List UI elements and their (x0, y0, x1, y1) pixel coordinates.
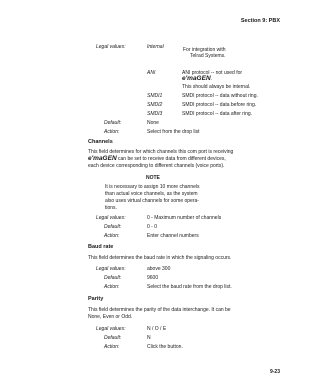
default-value-2: 0 - 0 (147, 224, 158, 230)
smdi1-desc: SMDI protocol -- data without ring. (182, 93, 258, 99)
action-value-2: Enter channel numbers (147, 233, 199, 239)
legal-values-value-4: N / O / E (147, 326, 167, 332)
ani-brand-line (182, 76, 212, 82)
channels-para-line1: This field determines for which channels this com port is receiving (88, 149, 234, 155)
default-label-4: Default: (104, 335, 122, 341)
action-label-3: Action: (104, 284, 120, 290)
channels-para-line3: each device corresponding to different channels (voice ports). (88, 163, 225, 169)
ani-desc-2: This should always be internal. (182, 84, 251, 90)
internal-desc-1: For integration with (183, 47, 226, 53)
page-number: 9-23 (269, 369, 280, 375)
default-value-1: None (147, 120, 159, 126)
smdi2-key: SMDI2 (147, 102, 163, 108)
parity-para-line2: None, Even or Odd. (88, 314, 133, 320)
legal-values-label-3: Legal values: (96, 266, 126, 272)
default-label-2: Default: (104, 224, 122, 230)
action-value-4: Click the button. (147, 344, 183, 350)
smdi3-desc: SMDI protocol -- data after ring. (182, 111, 253, 117)
default-value-4: N (147, 335, 151, 341)
note-line4: tions. (105, 205, 117, 211)
note-line2: than actual voice channels, as the system (105, 191, 198, 197)
ani-desc-1: ANI protocol -- not used for (182, 70, 243, 76)
smdi2-desc: SMDI protocol -- data before ring. (182, 102, 257, 108)
note-title: NOTE (146, 175, 160, 181)
smdi1-key: SMDI1 (147, 93, 163, 99)
default-value-3: 9600 (147, 275, 159, 281)
internal-key: Internal (147, 44, 164, 50)
parity-heading: Parity (88, 296, 104, 302)
baud-para: This field determines the baud rate in which the signaling occurs. (88, 255, 232, 261)
default-label-1: Default: (104, 120, 122, 126)
action-label-2: Action: (104, 233, 120, 239)
section-header: Section 9: PBX (240, 18, 280, 24)
internal-desc-2: Telrad Systems. (190, 53, 226, 59)
note-line3: also uses virtual channels for some opera- (105, 198, 199, 204)
channels-para-line2-rest: can be set to receive data from different devices, (118, 156, 226, 162)
note-line1: It is necessary to assign 10 more channels (105, 184, 200, 190)
action-label-1: Action: (104, 129, 120, 135)
legal-values-value-2: 0 - Maximum number of channels (147, 215, 222, 221)
emagen-brand: e'maGEN (88, 155, 117, 162)
default-label-3: Default: (104, 275, 122, 281)
parity-para-line1: This field determines the parity of the data interchange. It can be (88, 307, 231, 313)
action-value-1: Select from the drop list (147, 129, 200, 135)
action-label-4: Action: (104, 344, 120, 350)
legal-values-value-3: above 300 (147, 266, 171, 272)
channels-heading: Channels (88, 139, 113, 145)
action-value-3: Select the baud rate from the drop list. (147, 284, 232, 290)
legal-values-label-2: Legal values: (96, 215, 126, 221)
ani-key: ANI (147, 70, 156, 76)
smdi3-key: SMDI3 (147, 111, 163, 117)
legal-values-label: Legal values: (96, 44, 126, 50)
channels-para-line2 (88, 156, 226, 162)
ani-brand-suffix: . (210, 76, 213, 82)
baud-heading: Baud rate (88, 244, 114, 250)
emagen-brand: e'maGEN (182, 75, 211, 82)
legal-values-label-4: Legal values: (96, 326, 126, 332)
